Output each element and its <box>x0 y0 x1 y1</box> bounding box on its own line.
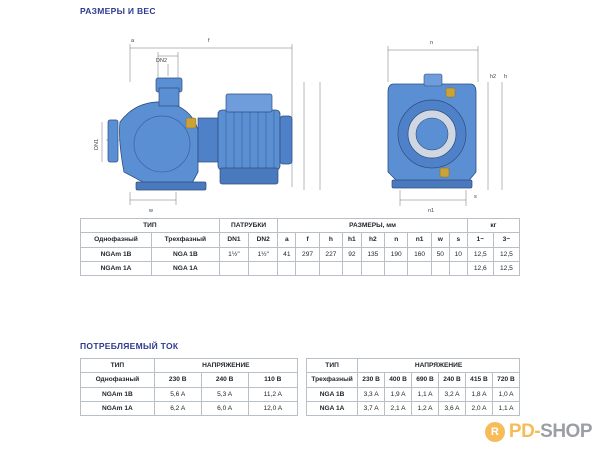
watermark-logo <box>485 421 592 443</box>
subheader-w: w <box>431 233 449 247</box>
subheader-weight-3ph: 3~ <box>493 233 519 247</box>
header-weight: кг <box>467 219 519 233</box>
table-row <box>81 401 298 415</box>
table-header-row <box>81 359 298 373</box>
header-type: ТИП <box>81 359 155 373</box>
header-voltage: НАПРЯЖЕНИЕ <box>358 359 520 373</box>
cell-h1: 92 <box>343 247 362 261</box>
cell-f: 297 <box>296 247 319 261</box>
cell-current-240: 6,0 A <box>201 401 248 415</box>
cell-n <box>385 261 408 275</box>
cell-current-230: 5,6 A <box>154 387 201 401</box>
current-three-phase-table <box>306 358 520 416</box>
subheader-voltage-230: 230 В <box>154 373 201 387</box>
pump-drawing-side <box>370 22 520 212</box>
table-row <box>81 261 520 275</box>
subheader-single-phase: Однофазный <box>81 233 152 247</box>
cell-dn2 <box>249 261 278 275</box>
subheader-dn2: DN2 <box>249 233 278 247</box>
subheader-n1: n1 <box>408 233 431 247</box>
cell-s: 10 <box>449 247 467 261</box>
subheader-voltage-720: 720 В <box>492 373 519 387</box>
cell-current-110: 11,2 A <box>248 387 297 401</box>
cell-three-phase: NGA 1A <box>151 261 219 275</box>
subheader-s: s <box>449 233 467 247</box>
cell-model: NGAm 1A <box>81 401 155 415</box>
subheader-three-phase: Трехфазный <box>307 373 358 387</box>
cell-current-690: 1,1 A <box>412 387 439 401</box>
table-row <box>307 401 520 415</box>
cell-current-240: 3,6 A <box>439 401 466 415</box>
cell-single-phase: NGAm 1B <box>81 247 152 261</box>
subheader-voltage-230: 230 В <box>358 373 385 387</box>
cell-current-400: 1,9 A <box>385 387 412 401</box>
dimensions-table-container <box>80 218 520 276</box>
table-subheader-row <box>81 233 520 247</box>
pump-drawing-front <box>80 22 370 212</box>
current-single-phase-table-container <box>80 358 298 416</box>
subheader-a: a <box>278 233 296 247</box>
table-row <box>81 247 520 261</box>
subheader-voltage-110: 110 В <box>248 373 297 387</box>
cell-three-phase: NGA 1B <box>151 247 219 261</box>
current-three-phase-table-container <box>306 358 520 416</box>
cell-current-240: 3,2 A <box>439 387 466 401</box>
cell-current-720: 1,1 A <box>492 401 519 415</box>
page-title-dimensions: РАЗМЕРЫ И ВЕС <box>80 6 156 16</box>
cell-model: NGAm 1B <box>81 387 155 401</box>
cell-n1: 160 <box>408 247 431 261</box>
cell-single-phase: NGAm 1A <box>81 261 152 275</box>
dimensions-table <box>80 218 520 276</box>
subheader-voltage-400: 400 В <box>385 373 412 387</box>
cell-h2: 135 <box>361 247 384 261</box>
subheader-f: f <box>296 233 319 247</box>
cell-n1 <box>408 261 431 275</box>
current-single-phase-table <box>80 358 298 416</box>
svg-text:w: w <box>149 208 153 212</box>
svg-text:s: s <box>474 194 477 200</box>
cell-weight-3ph: 12,5 <box>493 261 519 275</box>
cell-current-110: 12,0 A <box>248 401 297 415</box>
cell-current-690: 1,2 A <box>412 401 439 415</box>
cell-current-240: 5,3 A <box>201 387 248 401</box>
cell-weight-3ph: 12,5 <box>493 247 519 261</box>
cell-a <box>278 261 296 275</box>
table-row <box>307 387 520 401</box>
table-header-row <box>81 219 520 233</box>
cell-current-230: 3,7 A <box>358 401 385 415</box>
header-sizes: РАЗМЕРЫ, мм <box>278 219 467 233</box>
subheader-voltage-690: 690 В <box>412 373 439 387</box>
cell-h <box>319 261 342 275</box>
cell-a: 41 <box>278 247 296 261</box>
table-subheader-row <box>307 373 520 387</box>
page-title-current: ПОТРЕБЛЯЕМЫЙ ТОК <box>80 341 179 351</box>
svg-text:n1: n1 <box>428 208 435 212</box>
cell-dn1 <box>219 261 248 275</box>
subheader-h: h <box>319 233 342 247</box>
subheader-three-phase: Трехфазный <box>151 233 219 247</box>
subheader-single-phase: Однофазный <box>81 373 155 387</box>
cell-current-230: 3,3 A <box>358 387 385 401</box>
svg-text:f: f <box>208 38 210 44</box>
cell-current-415: 2,0 A <box>465 401 492 415</box>
svg-text:DN2: DN2 <box>156 58 168 64</box>
cell-n: 190 <box>385 247 408 261</box>
table-subheader-row <box>81 373 298 387</box>
svg-text:n: n <box>430 40 434 46</box>
header-ports: ПАТРУБКИ <box>219 219 278 233</box>
cell-dn2: 1½" <box>249 247 278 261</box>
svg-text:a: a <box>131 38 135 44</box>
cell-f <box>296 261 319 275</box>
header-type: ТИП <box>81 219 220 233</box>
subheader-voltage-240: 240 В <box>439 373 466 387</box>
cell-w <box>431 261 449 275</box>
svg-text:DN1: DN1 <box>94 138 100 150</box>
subheader-voltage-415: 415 В <box>465 373 492 387</box>
cell-model: NGA 1A <box>307 401 358 415</box>
header-voltage: НАПРЯЖЕНИЕ <box>154 359 297 373</box>
subheader-h2: h2 <box>361 233 384 247</box>
cell-s <box>449 261 467 275</box>
cell-h: 227 <box>319 247 342 261</box>
subheader-weight-1ph: 1~ <box>467 233 493 247</box>
cell-model: NGA 1B <box>307 387 358 401</box>
svg-text:h: h <box>504 74 508 80</box>
cell-current-400: 2,1 A <box>385 401 412 415</box>
cell-h1 <box>343 261 362 275</box>
cell-h2 <box>361 261 384 275</box>
cell-w: 50 <box>431 247 449 261</box>
subheader-h1: h1 <box>343 233 362 247</box>
cell-weight-1ph: 12,6 <box>467 261 493 275</box>
svg-text:h2: h2 <box>490 74 497 80</box>
subheader-voltage-240: 240 В <box>201 373 248 387</box>
cell-current-720: 1,0 A <box>492 387 519 401</box>
subheader-n: n <box>385 233 408 247</box>
watermark-text: PD-SHOP <box>508 421 592 442</box>
subheader-dn1: DN1 <box>219 233 248 247</box>
technical-drawings <box>80 22 520 212</box>
cell-dn1: 1½" <box>219 247 248 261</box>
cell-weight-1ph: 12,5 <box>467 247 493 261</box>
table-row <box>81 387 298 401</box>
table-header-row <box>307 359 520 373</box>
cell-current-230: 6,2 A <box>154 401 201 415</box>
watermark-badge-icon: R <box>485 422 505 442</box>
cell-current-415: 1,8 A <box>465 387 492 401</box>
header-type: ТИП <box>307 359 358 373</box>
